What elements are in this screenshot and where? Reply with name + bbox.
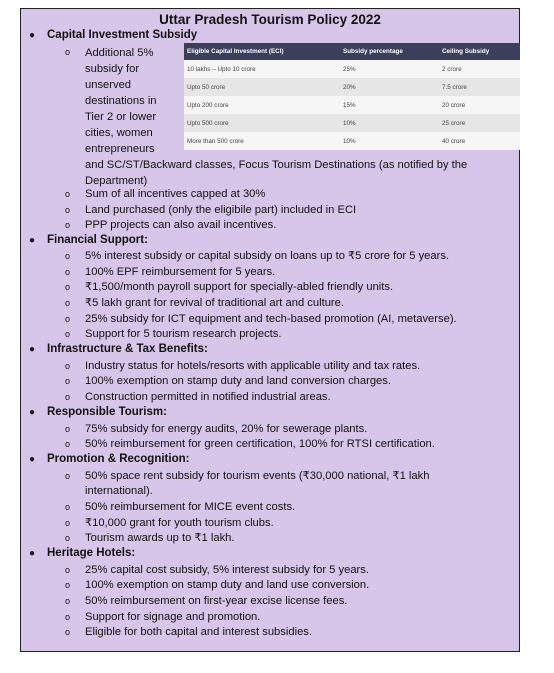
circle-bullet-icon: o	[65, 565, 71, 575]
circle-bullet-icon: o	[65, 502, 71, 512]
circle-bullet-icon: o	[65, 220, 71, 230]
section-infrastructure-heading: ● Infrastructure & Tax Benefits:	[29, 343, 208, 355]
circle-bullet-icon: o	[65, 580, 71, 590]
bullet-icon: ●	[29, 454, 36, 465]
circle-bullet-icon: o	[65, 627, 71, 637]
eci-subsidy-table	[184, 43, 520, 150]
circle-bullet-icon: o	[65, 189, 71, 199]
table-row: Upto 500 crore 10% 25 crore	[184, 114, 520, 132]
section-promotion-heading: ● Promotion & Recognition:	[29, 453, 190, 465]
table-header: Ceiling Subsidy	[439, 43, 520, 60]
table-row: More than 500 crore 10% 40 crore	[184, 132, 520, 150]
bullet-icon: ●	[29, 30, 36, 41]
bullet-icon: ●	[29, 235, 36, 246]
circle-bullet-icon: o	[65, 392, 71, 402]
section-heritage-heading: ● Heritage Hotels:	[29, 547, 136, 559]
circle-bullet-icon: o	[65, 471, 71, 481]
circle-bullet-icon: o	[65, 267, 71, 277]
section-financial-heading: ● Financial Support:	[29, 234, 148, 246]
circle-bullet-icon: o	[65, 298, 71, 308]
circle-bullet-icon: o	[65, 518, 71, 528]
circle-bullet-icon: o	[65, 612, 71, 622]
section-responsible-heading: ● Responsible Tourism:	[29, 406, 167, 418]
bullet-icon: ●	[29, 407, 36, 418]
circle-bullet-icon: o	[65, 329, 71, 339]
page-title: Uttar Pradesh Tourism Policy 2022	[159, 12, 381, 27]
table-row: 10 lakhs – Upto 10 crore 25% 2 crore	[184, 60, 520, 78]
table-row: Upto 50 crore 20% 7.5 crore	[184, 78, 520, 96]
bullet-icon: ●	[29, 344, 36, 355]
table-header: Eligible Capital Investment (ECI)	[184, 43, 340, 60]
circle-bullet-icon: o	[65, 424, 71, 434]
circle-bullet-icon: o	[65, 376, 71, 386]
table-row: Upto 200 crore 15% 20 crore	[184, 96, 520, 114]
circle-bullet-icon: o	[65, 314, 71, 324]
table-header: Subsidy percentage	[340, 43, 439, 60]
table-header-row	[184, 43, 520, 60]
circle-bullet-icon: o	[65, 596, 71, 606]
bullet-icon: ●	[29, 548, 36, 559]
circle-bullet-icon: o	[65, 282, 71, 292]
circle-bullet-icon: o	[65, 361, 71, 371]
circle-bullet-icon: o	[65, 47, 71, 57]
circle-bullet-icon: o	[65, 439, 71, 449]
circle-bullet-icon: o	[65, 251, 71, 261]
policy-card: Uttar Pradesh Tourism Policy 2022 ● Capital Investment Subsidy o Additional 5% subsidy for unserved destinations in Tier 2 or lower cities, women entrepreneurs and SC/ST/Backward classes, Focus Tourism Destinations (as notified by the Department) Eligible Capital Investment (ECI) Subsidy percentage Ceiling Subsidy 10 lakhs – Upto 10 crore 25% 2 crore Upto 50 crore 20% 7.5 crore Upto 200 crore 15% 20 crore Upto 500 crore 10% 25 crore More than 500 crore 10% 40 crore o Sum of all incentives capped at 30% o Land purchased (only the eligibile part) included in ECI o PPP projects can also avail incentives. ● Financial Support: o 5% interest subsidy or capital subsidy on loans up to ₹5 crore for 5 years. o 100% EPF reimbursement for 5 years. o ₹1,500/month payroll support for specially-abled friendly units. o ₹5 lakh grant for revival of traditional art and culture. o 25% subsidy for ICT equipment and tech-based promotion (AI, metaverse). o Support for 5 tourism research projects. ● Infrastructure & Tax Benefits: o Industry status for hotels/resorts with applicable utility and tax rates. o 100% exemption on stamp duty and land conversion charges. o Construction permitted in notified industrial areas. ● Responsible Tourism: o 75% subsidy for energy audits, 20% for sewerage plants. o 50% reimbursement for green certification, 100% for RTSI certification. ● Promotion & Recognition: o 50% space rent subsidy for tourism events (₹30,000 national, ₹1 lakh international). o 50% reimbursement for MICE event costs. o ₹10,000 grant for youth tourism clubs. o Tourism awards up to ₹1 lakh. ● Heritage Hotels: o 25% capital cost subsidy, 5% interest subsidy for 5 years. o 100% exemption on stamp duty and land use conversion. o 50% reimbursement on first-year excise license fees. o Support for signage and promotion. o Eligible for both capital and interest subsidies.	[20, 8, 520, 652]
section-capital-heading: ● Capital Investment Subsidy	[29, 29, 198, 41]
circle-bullet-icon: o	[65, 533, 71, 543]
circle-bullet-icon: o	[65, 205, 71, 215]
